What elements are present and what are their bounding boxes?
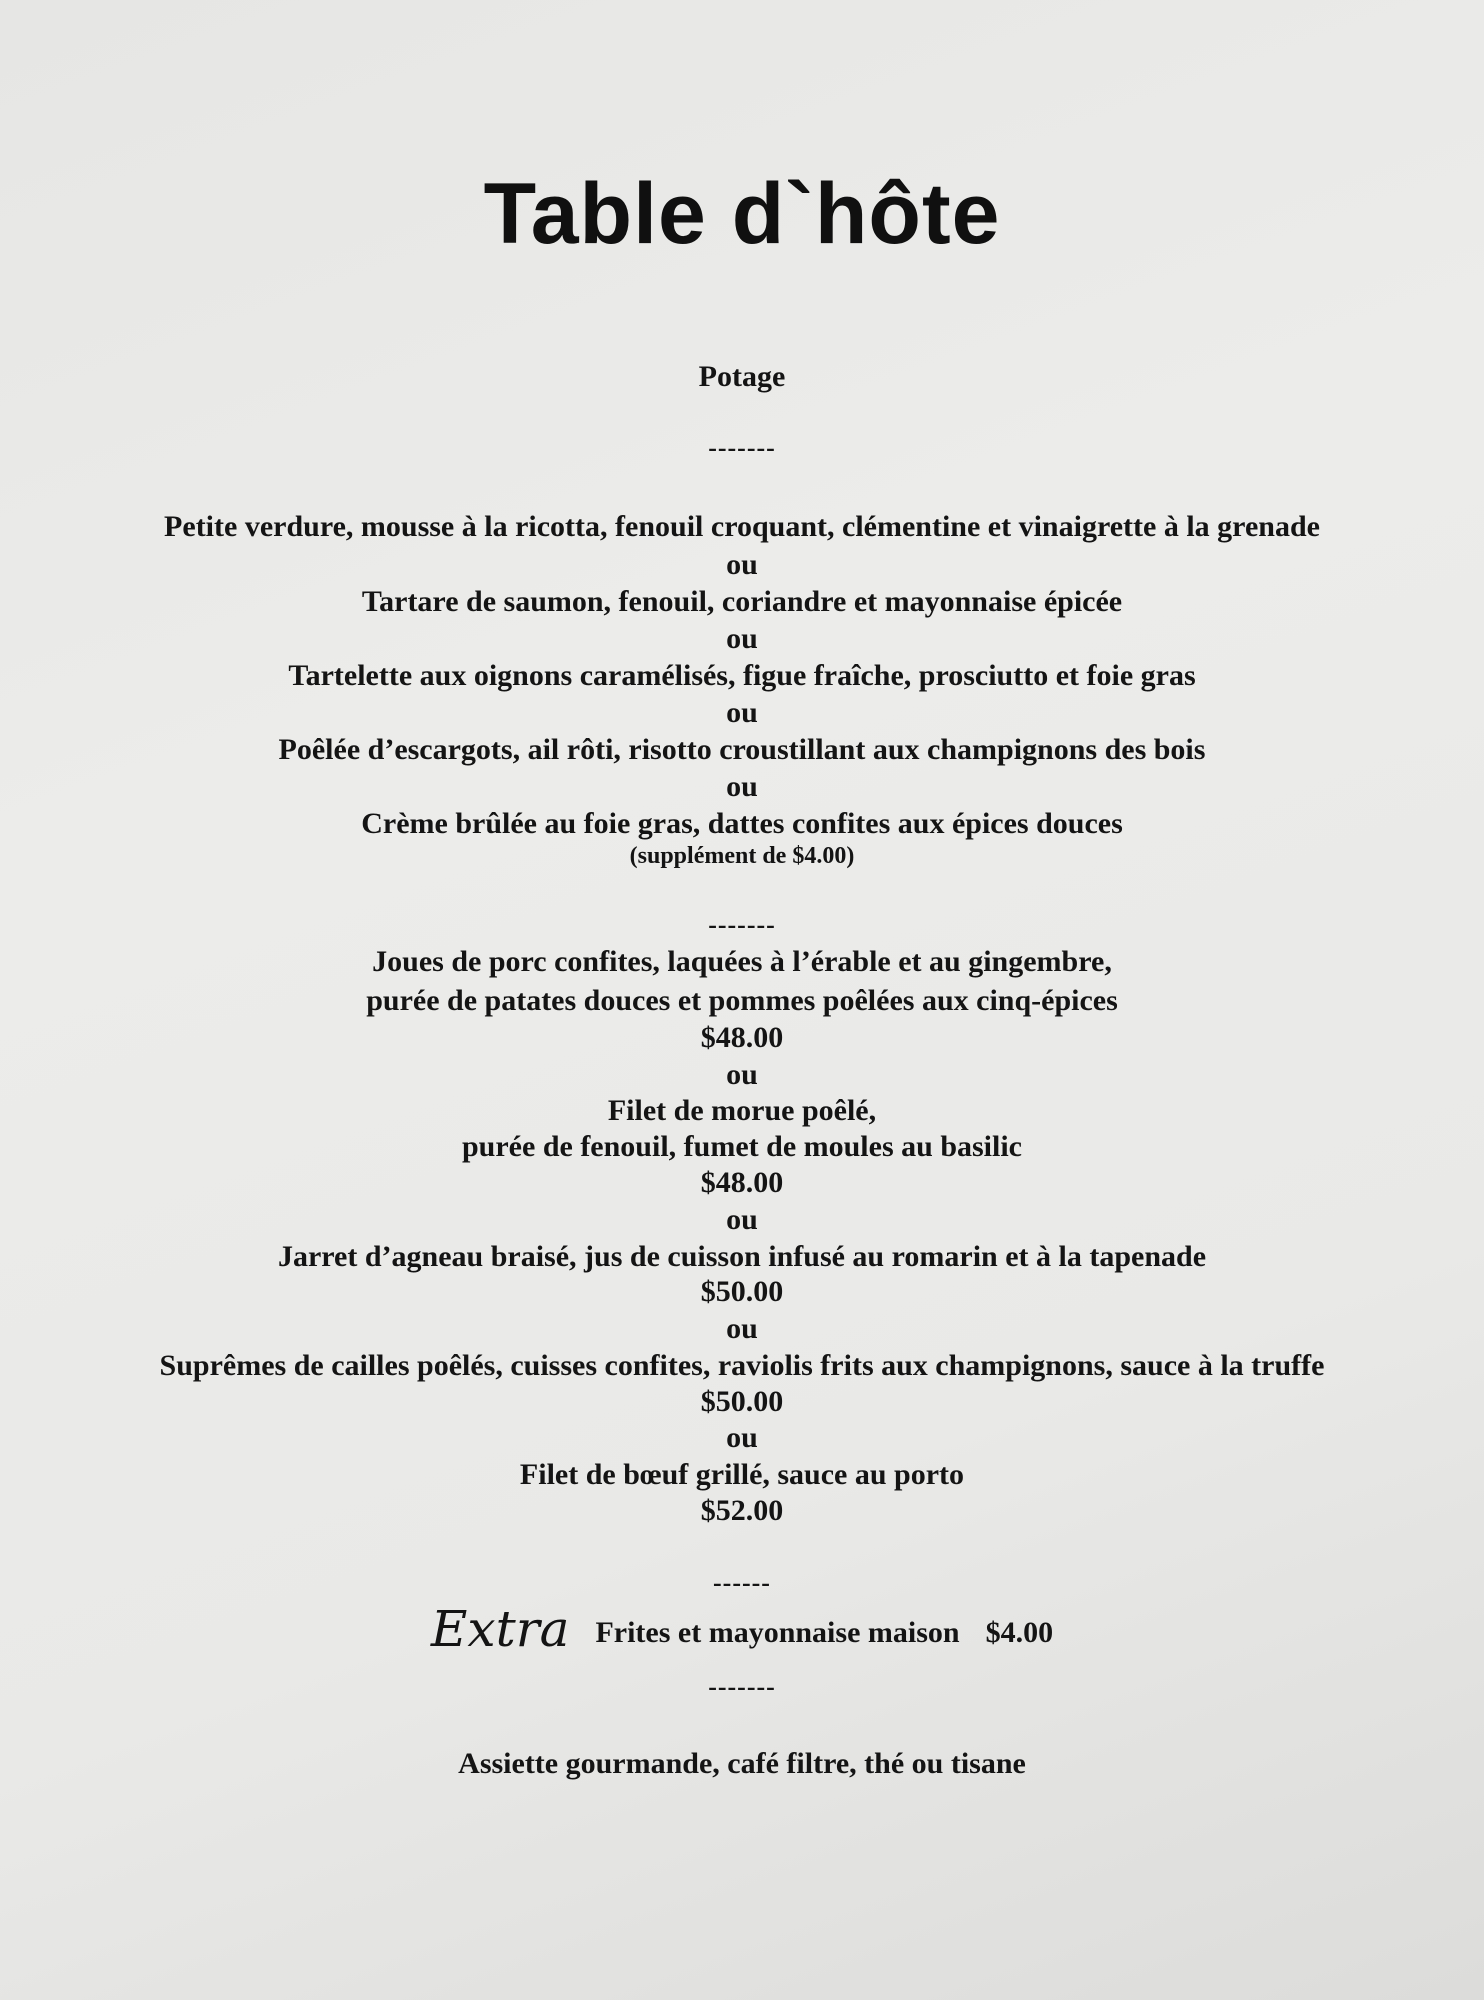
or-label: ou xyxy=(726,770,758,803)
dessert-line: Assiette gourmande, café filtre, thé ou tisane xyxy=(458,1747,1026,1780)
main-item-line: Filet de morue poêlé, xyxy=(607,1094,877,1127)
main-item-line: purée de fenouil, fumet de moules au basilic xyxy=(462,1130,1022,1163)
main-item-line: Joues de porc confites, laquées à l’érable et au gingembre, xyxy=(372,945,1112,978)
extra-label: Extra xyxy=(430,1600,570,1658)
extra-item: Frites et mayonnaise maison xyxy=(595,1616,960,1649)
entree-item: Petite verdure, mousse à la ricotta, fenouil croquant, clémentine et vinaigrette à la grenade xyxy=(164,510,1320,543)
or-label: ou xyxy=(726,622,758,655)
or-label: ou xyxy=(726,1421,758,1454)
separator: ------ xyxy=(713,1568,771,1597)
extra-row xyxy=(0,1600,1484,1658)
entree-item: Tartelette aux oignons caramélisés, figue fraîche, prosciutto et foie gras xyxy=(288,659,1196,692)
main-item-line: purée de patates douces et pommes poêlées aux cinq-épices xyxy=(366,984,1118,1017)
entree-item: Crème brûlée au foie gras, dattes confites aux épices douces xyxy=(361,807,1123,840)
main-item-price: $52.00 xyxy=(700,1494,784,1527)
main-item-line: Suprêmes de cailles poêlés, cuisses confites, raviolis frits aux champignons, sauce à la truffe xyxy=(159,1349,1325,1382)
extra-price: $4.00 xyxy=(985,1616,1054,1649)
entree-supplement: (supplément de $4.00) xyxy=(629,843,855,869)
entree-item: Tartare de saumon, fenouil, coriandre et mayonnaise épicée xyxy=(361,585,1123,618)
main-item-line: Jarret d’agneau braisé, jus de cuisson infusé au romarin et à la tapenade xyxy=(277,1240,1207,1273)
main-item-price: $48.00 xyxy=(700,1021,784,1054)
or-label: ou xyxy=(726,548,758,581)
entree-item: Poêlée d’escargots, ail rôti, risotto croustillant aux champignons des bois xyxy=(278,733,1206,766)
separator: ------- xyxy=(708,433,776,462)
main-item-price: $50.00 xyxy=(700,1275,784,1308)
main-item-price: $50.00 xyxy=(700,1385,784,1418)
separator: ------- xyxy=(708,1672,776,1701)
or-label: ou xyxy=(726,1058,758,1091)
main-item-price: $48.00 xyxy=(700,1166,784,1199)
or-label: ou xyxy=(726,1203,758,1236)
section-potage: Potage xyxy=(698,360,786,393)
or-label: ou xyxy=(726,696,758,729)
main-item-line: Filet de bœuf grillé, sauce au porto xyxy=(519,1458,965,1491)
separator: ------- xyxy=(708,910,776,939)
or-label: ou xyxy=(726,1312,758,1345)
menu-title: Table d`hôte xyxy=(483,166,1001,262)
